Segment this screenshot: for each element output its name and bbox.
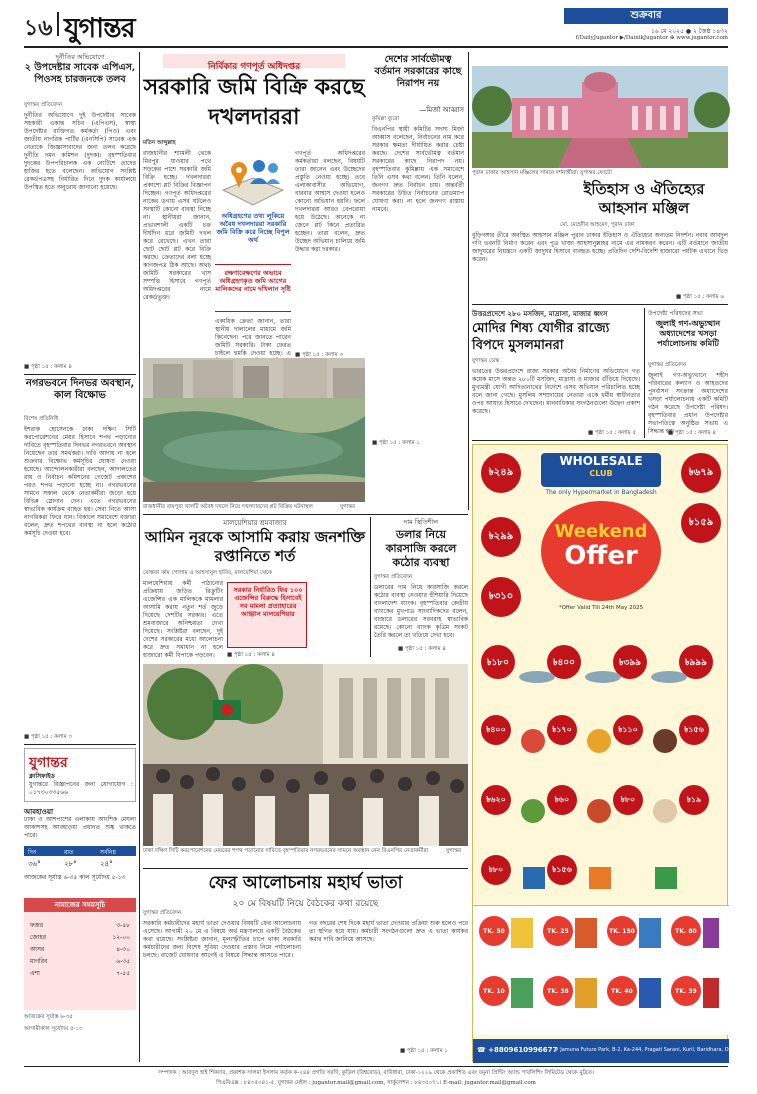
imprint-line-2: পিএবিএক্স : ৮৪৩৫০৪১-৫, যুগান্তর মেইল : jugantor.mail@gmail.com, সার্কুলেশন : ৮৪৩৫০৭১। E-mail: jugantor.mail@gmail.com: [216, 1080, 536, 1086]
da-body-2: গত বছরের শেষ দিকে মহার্ঘ ভাতা দেওয়ার প্রক্রিয়া শুরু হলেও পরে তা স্থগিত হয়ে যায়। কর্মচারী সংগঠনগুলো দ্রুত এ ভাতা কার্যকর করার দাবি জানিয়ে আসছে।: [309, 920, 468, 943]
ad-logo-line1: WHOLESALE: [559, 454, 643, 468]
promo-strip: [473, 905, 729, 1035]
quote-byline: কুমিল্লা ব্যুরো: [372, 116, 400, 122]
wholesale-ad[interactable]: [472, 444, 757, 1062]
lead-byline: মতিন আব্দুল্লাহ: [143, 140, 176, 146]
ad-promo-line1: Weekend: [554, 521, 648, 542]
issue-date: ১৬ মে ২০২৫ ● ২ জৈষ্ঠ ১৪৩২: [650, 28, 728, 35]
da-body: সরকারি কর্মচারীদের মহার্ঘ ভাতা দেওয়ার বিষয়টি ফের আলোচনায় এসেছে। আগামী ২০ মে এ বিষয়ে অর্থ মন্ত্রণালয়ে একটি বৈঠকের কথা রয়েছে। সংশ্লিষ্টরা জানান, মূল্যস্ফীতির চাপে থাকা সরকারি কর্মচারীদের জন্য বিশেষ সুবিধা দেওয়ার প্রস্তাব নিয়ে পর্যালোচনা চলছে। বাজেট ঘোষণার আগেই এ বিষয়ে সিদ্ধান্ত আসতে পারে।: [143, 920, 301, 959]
social-links[interactable]: f/DailyJugantor ▶/DainikJugantor ⊕ www.jugantor.com: [575, 35, 728, 41]
save-badge: TK. 150: [607, 916, 637, 946]
story-headline-2[interactable]: নগরভবনে দিনভর অবস্থান, কাল বিক্ষোভ: [25, 378, 135, 401]
ad-address: ⚲ Jamuna Future Park, B-2, Ka-244, Pragati Sarani, Kuril, Baridhara, Dhaka-1229.: [555, 1047, 757, 1053]
ad-hotline[interactable]: ☎ +8809610996677: [477, 1046, 558, 1054]
prayer-row: জোহর ১২-০০: [30, 934, 130, 941]
pull-quote-2: রক্ষণাবেক্ষণের অভাবে অধিগ্রহণকৃত জমি আগের মালিকদের নামে দখিলান সৃষ্টি: [215, 269, 291, 293]
brand-box: [24, 748, 136, 802]
quote-continued[interactable]: ■ পৃষ্ঠা ১৫ : কলাম ১: [372, 440, 421, 446]
lead-body-3: একাধিক ক্রেতা জানান, তারা স্থানীয় দালালের মাধ্যমে জমি কিনেছেন। পরে জানতে পারেন জমিটি সরকারি। টাকা ফেরত চাইলে হুমকি দেওয়া হচ্ছে। এ: [215, 318, 291, 357]
ad-promo-burst: [541, 501, 661, 601]
lead-kicker-text: নির্বিকার গণপূর্ত অধিদপ্তর: [207, 62, 301, 72]
modi-byline: যুগান্তর ডেস্ক: [472, 358, 500, 364]
packaged-goods-icon: [511, 914, 721, 1024]
prayer-row: এশা ৭-৫৫: [30, 970, 130, 977]
price-badge: ৳৪০০: [481, 715, 511, 745]
byline-2: বিশেষ প্রতিনিধি: [24, 416, 59, 422]
story-kicker: দুর্নীতির অভিযোগে: [55, 53, 105, 61]
quote-author: —মির্জা আব্বাস: [419, 106, 464, 114]
malaysia-pull-box: [227, 582, 307, 648]
lead-kicker: [163, 54, 345, 72]
quote-story: [372, 52, 464, 510]
ad-logo-line2: CLUB: [589, 469, 613, 478]
malaysia-continued[interactable]: ■ পৃষ্ঠা ১৫ : কলাম ৪: [227, 652, 276, 658]
map-pin-people-icon: [215, 150, 291, 210]
july-continued[interactable]: ■ পৃষ্ঠা ১৫ : কলাম ৪: [668, 430, 717, 436]
price-badge: ৳৬৭৯: [681, 453, 721, 493]
price-badge: ৳১১০: [613, 715, 643, 745]
dollar-continued[interactable]: ■ পৃষ্ঠা ১৫ : কলাম ৪: [398, 646, 447, 652]
save-badge: TK. 38: [543, 976, 573, 1006]
footer-rule: [24, 1066, 728, 1067]
left-column: [24, 52, 136, 1062]
story-headline[interactable]: ২ উপদেষ্টার সাবেক এপিএস, পিওসহ চারজনকে তলব: [24, 62, 136, 85]
lead-photo-credit: যুগান্তর: [340, 504, 356, 510]
prayer-row: মাগরিব ৬-৩৫: [30, 958, 130, 965]
brand-text: যুগান্তরে বিজ্ঞাপনের জন্য যোগাযোগ : ০১৭৩০৩৩৫৬৬: [29, 781, 133, 796]
divider: [24, 374, 136, 375]
weather-text: ঢাকা ও আশপাশের এলাকায় আংশিক মেঘলা আকাশসহ আবহাওয়া প্রধানত শুষ্ক থাকতে পারে।: [24, 816, 136, 839]
pull-quote-1: অধিগ্রহণের তথ্য লুকিয়ে অবৈধ দখলদাররা সরকারি জমি বিক্রি করে নিচ্ছে বিপুল অর্থ: [216, 212, 290, 244]
weather-val-2: ২৪°: [100, 860, 113, 868]
rally-photo-caption: ঢাকা দক্ষিণ সিটি করপোরেশনের মেয়রের শপথ পড়ানোর দাবিতে বৃহস্পতিবার নগরভবনের সামনে অবস্থান নেন বিএনপির নেতাকর্মীরা: [143, 848, 429, 854]
rally-photo: [143, 664, 468, 846]
malaysia-kicker: মালয়েশিয়ার শ্রমবাজার: [223, 519, 287, 527]
ad-footer-bar: [473, 1039, 757, 1063]
modi-kicker: উত্তরপ্রদেশে ২৮০ মসজিদ, মাদ্রাসা, মাজার ধ্বংস: [472, 309, 608, 318]
save-badge: TK. 39: [671, 976, 701, 1006]
weather-head-0: দিন: [28, 849, 37, 856]
canal-photo: [143, 358, 365, 502]
july-headline[interactable]: জুলাই গণ-অভ্যুত্থান অধ্যাদেশের খসড়া পর্যালোচনায় কমিটি: [655, 318, 721, 348]
save-badge: TK. 40: [607, 976, 637, 1006]
day-badge: [564, 8, 728, 24]
price-badge: ৳১৫৯: [681, 503, 721, 543]
heritage-continued[interactable]: ■ পৃষ্ঠা ১৫ : কলাম ৬: [676, 294, 725, 300]
col-rule-july: [644, 308, 645, 438]
price-badge: ৳৩৯৯: [613, 645, 647, 679]
ad-validity: *Offer Valid Till 24th May 2025: [558, 605, 644, 611]
malaysia-headline[interactable]: আমিন নূরকে আসামি করায় জনশক্তি রপ্তানিতে শর্ত: [144, 528, 366, 565]
weather-title: আবহাওয়া: [24, 807, 54, 816]
price-badge: ৳৪০০: [547, 645, 581, 679]
weather-head-bar: [24, 846, 136, 856]
price-badge: ৳৮০: [613, 785, 643, 815]
da-headline[interactable]: ফের আলোচনায় মহার্ঘ ভাতা: [208, 873, 403, 893]
brand-logo: যুগান্তর: [29, 755, 68, 771]
masthead: [24, 8, 728, 42]
newspaper-logo: যুগান্তর: [64, 13, 135, 44]
weather-val-0: ৩৬°: [28, 860, 41, 868]
price-badge: ৳৬২০: [481, 785, 511, 815]
story-body-2: ইশরাক হোসেনকে ঢাকা দক্ষিণ সিটি করপোরেশনের মেয়র হিসাবে শপথ পড়ানোর দাবিতে বৃহস্পতিবার দিনভর নগরভবনে অবস্থান নিয়েছেন তার সমর্থকরা। দাবি আদায় না হলে শুক্রবার বিক্ষোভ কর্মসূচির ঘোষণা দেওয়া হয়েছে। আন্দোলনকারীরা বলছেন, আদালতের রায় ও নির্বাচন কমিশনের গেজেট প্রকাশের পরও শপথ পড়ানো হচ্ছে না। নগরভবনের সামনে সকাল থেকে নেতাকর্মীরা জড়ো হয়ে বিভিন্ন স্লোগান দেন। এতে নগরভবনের স্বাভাবিক কার্যক্রম ব্যাহত হয়। সেবা নিতে আসা নাগরিকরা ফিরে যান। বিকালে সমাবেশে বক্তারা বলেন, দ্রুত শপথের ব্যবস্থা না হলে কঠোর কর্মসূচি দেওয়া হবে।: [24, 426, 136, 537]
da-continued[interactable]: ■ পৃষ্ঠা ১৫ : কলাম ১: [400, 1048, 449, 1054]
heritage-photo: [472, 66, 728, 168]
price-badge: ৳১৫৬: [547, 855, 577, 885]
lead-infographic: [215, 150, 291, 244]
price-badge: ৳১৭০: [547, 715, 577, 745]
dollar-headline[interactable]: ডলার নিয়ে কারসাজি করলে কঠোর ব্যবস্থা: [385, 528, 457, 569]
lead-continued[interactable]: ■ পৃষ্ঠা ১৫ : কলাম ৩: [295, 352, 344, 358]
modi-continued[interactable]: ■ পৃষ্ঠা ১৫ : কলাম ৫: [588, 430, 637, 436]
price-badge: ৳৬০: [547, 785, 577, 815]
heritage-photo-caption: পুরান ঢাকার আহসান মঞ্জিলের সামনে দর্শনার্থীরা। যুগান্তর ফোটো: [472, 170, 612, 176]
divider-2: [24, 744, 136, 745]
weather-val-1: ২৮°: [64, 860, 77, 868]
brand-sub: ক্লাসিফাইড: [29, 773, 55, 780]
ad-tagline: The only Hypermarket in Bangladesh: [545, 489, 657, 496]
dollar-body: ডলারের দাম নিয়ে কারসাজি করলে কঠোর ব্যবস্থা নেওয়ার হুঁশিয়ারি দিয়েছে বাংলাদেশ ব্যাংক। বৃহস্পতিবার কেন্দ্রীয় ব্যাংকের মুখপাত্র সাংবাদিকদের বলেন, বাজারে ডলারের সরবরাহ স্বাভাবিক রয়েছে। কোনো ব্যাংক কৃত্রিম সংকট তৈরি করলে তা খতিয়ে দেখা হবে।: [374, 584, 468, 639]
save-badge: TK. 80: [671, 916, 701, 946]
story-body: দুর্নীতির অভিযোগে দুই উপদেষ্টার সাবেক সহকারী একান্ত সচিব (এপিএস), স্বাস্থ্য উপদেষ্টার ব্যক্তিগত কর্মকর্তা (পিও) এবং জাতীয় নাগরিক পার্টির (এনসিপি) সাবেক এক নেতাকে জিজ্ঞাসাবাদের জন্য তলব করেছে দুর্নীতি দমন কমিশন (দুদক)। বৃহস্পতিবার দুদকের উপপরিচালক এক নোটিশে তাদের হাজির হতে বলেছেন। অভিযোগ সংশ্লিষ্ট রেকর্ডপত্রসহ নির্ধারিত দিনে দুদক কার্যালয়ে উপস্থিত হতে অনুরোধ জানানো হয়েছে।: [24, 112, 136, 191]
heritage-headline[interactable]: ইতিহাস ও ঐতিহ্যের আহসান মঞ্জিল: [583, 180, 705, 217]
sunrise: আগামীকাল সূর্যোদয় ৫-১৩: [24, 1026, 83, 1032]
imprint-line-1: সম্পাদক : আবদুল হাই শিকদার, প্রকাশক সালমা ইসলাম কর্তৃক ক-২৪৪ প্রগতি সরণি, কুড়িল (বিশ্বরোড), বারিধারা, ঢাকা-১২২৯ থেকে প্রকাশিত এবং যমুনা প্রিন্টিং অ্যান্ড পাবলিশিং লিমিটেড থেকে মুদ্রিত।: [158, 1070, 594, 1076]
july-kicker: উপদেষ্টা পরিষদের সভা: [648, 310, 703, 317]
modi-headline[interactable]: মোদির শিষ্য যোগীর রাজ্যে বিপদে মুসলমানরা: [472, 321, 610, 353]
pull-quote-2-box: [215, 264, 291, 312]
page-number: ১৬: [24, 15, 53, 41]
rally-photo-credit: যুগান্তর: [446, 848, 462, 854]
prayer-box: [24, 898, 136, 1010]
save-badge: TK. 10: [479, 976, 509, 1006]
byline: যুগান্তর প্রতিবেদন: [24, 102, 63, 108]
lead-photo-caption: রাজধানীর রামপুরা খালটি অবৈধ দখলে নিয়ে দখলদারদের প্লট বিক্রির ঘটনাস্থল: [143, 504, 313, 510]
malaysia-byline: মোস্তফা কাম গোলাম ও আহসানুল হাবিব, মালয়েশিয়া থেকে: [143, 570, 272, 576]
save-badge: TK. 25: [543, 916, 573, 946]
dollar-byline: যুগান্তর প্রতিবেদন: [374, 574, 413, 580]
prayer-title: নামাজের সময়সূচি: [24, 898, 136, 912]
day-label: শুক্রবার: [630, 10, 662, 21]
price-badge: ৳১৯: [679, 785, 709, 815]
divider-ad-top: [472, 440, 728, 441]
divider-heritage: [472, 304, 728, 305]
ad-logo: [541, 453, 661, 487]
price-badge: ৳৩১০: [481, 577, 521, 617]
price-badge: ৳২৪৯: [481, 453, 521, 493]
weather-table: [24, 846, 136, 870]
col-rule-mid: [468, 52, 469, 510]
da-byline: যুগান্তর প্রতিবেদন: [143, 910, 182, 916]
lead-body-2: গণপূর্ত অধিদপ্তরের কর্মকর্তারা বলছেন, বিষয়টি তারা জানেন এবং উচ্ছেদের প্রস্তুতি নেওয়া হচ্ছে। তবে এলাকাবাসীর অভিযোগ, বারবার আশ্বাস দেওয়া হলেও কোনো অভিযান হয়নি। ফলে দখলদাররা আরও বেপরোয়া হয়ে উঠেছে। অনেকে না জেনে প্লট কিনে প্রতারিত হচ্ছেন। তারা বলেন, দ্রুত উচ্ছেদ অভিযান চালিয়ে জমি উদ্ধার করা দরকার।: [295, 150, 365, 253]
weather-head-2: সর্বনিম্ন: [100, 849, 116, 856]
masthead-divider: [57, 12, 59, 36]
price-badge: ৳২৯৯: [481, 517, 521, 557]
masthead-rule: [24, 46, 728, 48]
divider-mid-row: [143, 514, 468, 515]
modi-body: ভারতের উত্তরপ্রদেশে রাজ্য সরকার অবৈধ নির্মাণের অভিযোগে গত কয়েক মাসে অন্তত ২৮০টি মসজিদ, মাদ্রাসা ও মাজার গুঁড়িয়ে দিয়েছে। মুখ্যমন্ত্রী যোগী আদিত্যনাথের নির্দেশে এসব অভিযান পরিচালিত হচ্ছে বলে জানা গেছে। মুসলিম সম্প্রদায়ের নেতারা একে ধর্মীয় স্বাধীনতার ওপর আঘাত হিসাবে দেখছেন। মানবাধিকার সংগঠনগুলো উদ্বেগ প্রকাশ করেছে।: [472, 368, 640, 415]
dollar-kicker: দাম স্থিতিশীল: [403, 518, 439, 526]
continued-note[interactable]: ■ পৃষ্ঠা ১৫ : কলাম ৪: [24, 364, 73, 370]
continued-note-2[interactable]: ■ পৃষ্ঠা ১৫ : কলাম ৩: [24, 734, 73, 740]
weather-head-1: রাত: [64, 849, 74, 856]
prayer-row: আসর ৪-৩০: [30, 946, 130, 953]
price-badge: ৳১৮০: [481, 645, 515, 679]
prayer-row: ফজর ৩-৫৮: [30, 922, 130, 929]
col-rule-left: [139, 52, 140, 1062]
divider-da: [143, 868, 468, 869]
crowd-photo: [143, 664, 468, 846]
july-byline: যুগান্তর প্রতিবেদন: [648, 362, 687, 368]
da-subhead: ২০ মে বিষয়টি নিয়ে বৈঠকের কথা রয়েছে: [232, 899, 379, 909]
lead-headline[interactable]: সরকারি জমি বিক্রি করছে দখলদাররা: [143, 74, 365, 130]
lead-body: রাজধানীর শ্যামলী থেকে মিরপুর যাওয়ার পথে সড়কের পাশে সরকারি জমি বিক্রি হচ্ছে। দখলদাররা প্রকাশ্যে প্লট বিক্রির বিজ্ঞাপন দিচ্ছেন। গণপূর্ত অধিদপ্তরের নাকের ডগায় এসব ঘটলেও সংস্থাটি কোনো ব্যবস্থা নিচ্ছে না। স্থানীয়রা জানান, প্রভাবশালী একটি চক্র দীর্ঘদিন ধরে জমিটি দখল করে রেখেছে। এখন তারা ছোট ছোট প্লট করে বিক্রি করছে। ক্রেতাদের বলা হচ্ছে কাগজপত্র ঠিক আছে। অথচ জমিটি সরকারের খাস সম্পত্তি হিসাবে গণপূর্ত অধিদপ্তরের নামে রেকর্ডভুক্ত।: [143, 150, 211, 301]
price-badge: ৳৯৯৯: [679, 645, 713, 679]
malaysia-pull: সরকার নির্ধারিত ফির ১০০ এজেন্সির বিরুদ্ধে হিসাবেই সব মামলা প্রত্যাহারের আহ্বান মালয়েশিয়ার: [233, 586, 303, 618]
sunset: আজকের সূর্যাস্ত ৬-৩৫: [24, 1014, 73, 1020]
ahsan-manzil-photo: [472, 66, 728, 168]
quote-body: বিএনপির স্থায়ী কমিটির সদস্য মির্জা আব্বাস বলেছেন, নির্বাচনের নাম করে সরকার ক্ষমতা দীর্ঘায়িত করার চেষ্টা করছে। দেশের সার্বভৌমত্ব বর্তমান সরকারের কাছে নিরাপদ নয়। বৃহস্পতিবার কুমিল্লায় এক সমাবেশে তিনি এসব কথা বলেন। তিনি বলেন, জনগণ দ্রুত নির্বাচন চায়। অন্তর্বর্তী সরকারের উচিত নির্বাচনের রোডম্যাপ ঘোষণা করা। না হলে জনগণ রাস্তায় নামবে।: [372, 126, 464, 213]
heritage-byline: মো. মেহেদীর আহমেদ, পুরান ঢাকা: [560, 222, 635, 228]
july-body: জুলাই গণ-অভ্যুত্থানে শহীদ পরিবারের কল্যাণ ও আহতদের পুনর্বাসন সংক্রান্ত অধ্যাদেশের খসড়া পর্যালোচনায় একটি কমিটি গঠন করেছে উপদেষ্টা পরিষদ। বৃহস্পতিবার প্রধান উপদেষ্টার সভাপতিত্বে অনুষ্ঠিত সভায় এ সিদ্ধান্ত হয়।: [648, 372, 728, 435]
lead-photo: [143, 358, 365, 502]
ad-promo-line2: Offer: [564, 541, 638, 571]
malaysia-body: মালয়েশিয়ায় কর্মী পাঠানোর প্রক্রিয়ায় জড়িত রিক্রুটিং এজেন্সির এক মালিককে মামলার আসামি করায় নতুন শর্ত জুড়ে দিয়েছে দেশটির সরকার। এতে শ্রমবাজারে অনিশ্চয়তা দেখা দিয়েছে। সংশ্লিষ্টরা বলছেন, দুই দেশের সরকারের মধ্যে আলোচনা করে দ্রুত সমাধান না হলে হাজারো কর্মী বিপাকে পড়বেন।: [143, 580, 223, 659]
save-badge: TK. 50: [479, 916, 509, 946]
price-badge: ৳১৫৬: [679, 715, 709, 745]
sun-times: আজকের সূর্যাস্ত ৬-৩৫ কাল সূর্যোদয় ৫-১৩: [24, 874, 126, 881]
quote-headline[interactable]: দেশের সার্বভৌমত্ব বর্তমান সরকারের কাছে নিরাপদ নয়: [374, 54, 462, 89]
price-badge: ৳৮০: [481, 855, 511, 885]
grocery-products-icon: [517, 671, 727, 891]
heritage-body: বুড়িগঙ্গার তীরে অবস্থিত আহসান মঞ্জিল পুরান ঢাকার ইতিহাস ও ঐতিহ্যের অন্যতম নিদর্শন। নবাব আবদুল গণি ভবনটি নির্মাণ করেন এবং পুত্র খাজা আহসানুল্লাহর নামে এর নামকরণ করেন। এটি বর্তমানে জাতীয় জাদুঘরের নিয়ন্ত্রণে একটি জাদুঘর হিসাবে ব্যবহৃত হচ্ছে। প্রতিদিন দেশি-বিদেশি হাজারো পর্যটক এখানে ভিড় করেন।: [472, 232, 728, 263]
col-rule-dollar: [370, 517, 371, 657]
